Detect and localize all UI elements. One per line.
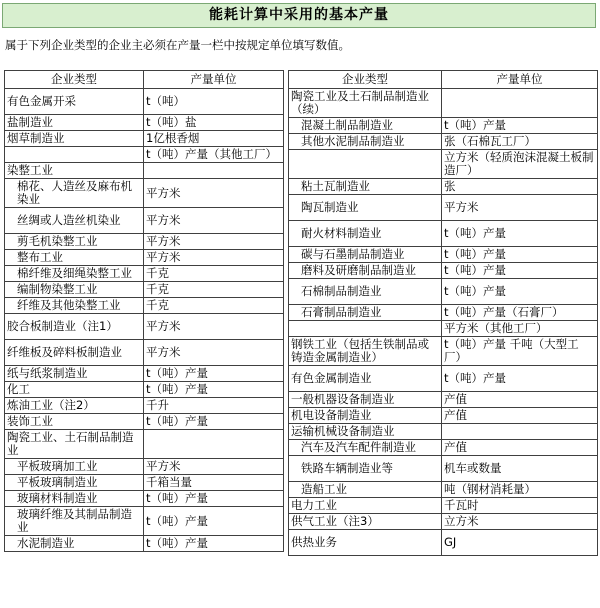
production-unit-cell: t（吨）产量 <box>144 507 284 536</box>
enterprise-type-cell: 碳与石墨制品制造业 <box>289 247 442 263</box>
enterprise-type-cell: 剪毛机染整工业 <box>5 234 144 250</box>
enterprise-type-cell: 平板玻璃加工业 <box>5 459 144 475</box>
enterprise-type-cell <box>5 147 144 163</box>
enterprise-type-cell: 铁路车辆制造业等 <box>289 456 442 482</box>
table-row <box>289 392 598 408</box>
production-unit-cell: t（吨）产量 <box>442 366 598 392</box>
table-row <box>289 134 598 150</box>
production-unit-cell: 千箱当量 <box>144 475 284 491</box>
table-row <box>289 221 598 247</box>
production-unit-cell: GJ <box>442 530 598 556</box>
table-row <box>5 89 284 115</box>
header-production-unit: 产量单位 <box>442 71 598 89</box>
enterprise-type-cell: 耐火材料制造业 <box>289 221 442 247</box>
production-unit-cell: t（吨）产量 <box>442 279 598 305</box>
production-unit-cell: t（吨）产量 <box>144 382 284 398</box>
production-unit-cell: 千克 <box>144 266 284 282</box>
production-unit-cell: 吨（钢材消耗量） <box>442 482 598 498</box>
production-unit-cell: 千克 <box>144 282 284 298</box>
enterprise-type-cell: 烟草制造业 <box>5 131 144 147</box>
production-unit-cell: t（吨）产量 <box>442 118 598 134</box>
table-row <box>5 208 284 234</box>
enterprise-type-cell: 陶瓦制造业 <box>289 195 442 221</box>
table-row <box>289 440 598 456</box>
enterprise-type-cell: 装饰工业 <box>5 414 144 430</box>
production-unit-cell: t（吨）盐 <box>144 115 284 131</box>
table-row <box>5 414 284 430</box>
production-unit-cell: 张（石棉瓦工厂） <box>442 134 598 150</box>
enterprise-type-cell: 粘土瓦制造业 <box>289 179 442 195</box>
production-unit-cell: t（吨） <box>144 89 284 115</box>
enterprise-type-cell: 供气工业（注3） <box>289 514 442 530</box>
table-header-row <box>289 71 598 89</box>
production-unit-cell <box>144 430 284 459</box>
table-row <box>5 382 284 398</box>
table-row <box>5 507 284 536</box>
production-unit-cell: 1亿根香烟 <box>144 131 284 147</box>
table-row <box>5 179 284 208</box>
enterprise-type-cell: 水泥制造业 <box>5 536 144 552</box>
enterprise-type-cell: 胶合板制造业（注1） <box>5 314 144 340</box>
production-unit-cell: t（吨）产量 <box>144 536 284 552</box>
table-row <box>5 147 284 163</box>
page-title: 能耗计算中采用的基本产量 <box>2 3 596 28</box>
production-unit-cell: t（吨）产量 <box>442 247 598 263</box>
table-row <box>5 475 284 491</box>
enterprise-type-cell: 编制物染整工业 <box>5 282 144 298</box>
table-row <box>289 498 598 514</box>
header-production-unit: 产量单位 <box>144 71 284 89</box>
enterprise-type-cell: 造船工业 <box>289 482 442 498</box>
enterprise-type-cell: 平板玻璃制造业 <box>5 475 144 491</box>
production-unit-cell <box>442 89 598 118</box>
production-unit-cell: 立方米 <box>442 514 598 530</box>
production-unit-cell: t（吨）产量（石膏厂） <box>442 305 598 321</box>
production-unit-cell: 平方米 <box>144 314 284 340</box>
production-unit-cell: 产值 <box>442 408 598 424</box>
table-row <box>289 424 598 440</box>
enterprise-type-cell: 炼油工业（注2） <box>5 398 144 414</box>
enterprise-type-cell: 化工 <box>5 382 144 398</box>
table-row <box>5 234 284 250</box>
table-header-row <box>5 71 284 89</box>
table-row <box>5 266 284 282</box>
table-row <box>5 314 284 340</box>
enterprise-type-cell: 石棉制品制造业 <box>289 279 442 305</box>
production-unit-cell: t（吨）产量 <box>442 263 598 279</box>
production-unit-cell: 机车或数量 <box>442 456 598 482</box>
production-unit-cell: t（吨）产量 <box>144 366 284 382</box>
table-row <box>289 179 598 195</box>
table-row <box>289 366 598 392</box>
enterprise-type-cell: 棉纤维及细绳染整工业 <box>5 266 144 282</box>
enterprise-type-cell: 陶瓷工业、土石制品制造业 <box>5 430 144 459</box>
production-unit-cell: 平方米 <box>144 208 284 234</box>
enterprise-type-cell: 磨料及研磨制品制造业 <box>289 263 442 279</box>
enterprise-type-cell: 有色金属开采 <box>5 89 144 115</box>
enterprise-type-cell: 陶瓷工业及土石制品制造业（续） <box>289 89 442 118</box>
table-row <box>5 282 284 298</box>
production-unit-cell: 立方米（轻质泡沫混凝土板制造厂） <box>442 150 598 179</box>
table-row <box>5 491 284 507</box>
production-unit-cell <box>442 424 598 440</box>
table-row <box>289 150 598 179</box>
table-row <box>289 408 598 424</box>
enterprise-type-cell: 有色金属制造业 <box>289 366 442 392</box>
enterprise-type-cell: 混凝土制品制造业 <box>289 118 442 134</box>
table-row <box>289 118 598 134</box>
production-unit-cell: 产值 <box>442 440 598 456</box>
production-unit-cell: t（吨）产量 <box>144 414 284 430</box>
table-row <box>5 430 284 459</box>
enterprise-type-cell: 棉花、人造丝及麻布机染业 <box>5 179 144 208</box>
table-row <box>5 131 284 147</box>
production-unit-cell: 平方米 <box>442 195 598 221</box>
table-row <box>289 305 598 321</box>
enterprise-type-cell: 电力工业 <box>289 498 442 514</box>
table-row <box>289 530 598 556</box>
enterprise-type-cell: 石膏制品制造业 <box>289 305 442 321</box>
enterprise-type-cell: 染整工业 <box>5 163 144 179</box>
enterprise-type-cell <box>289 321 442 337</box>
production-unit-cell: 平方米 <box>144 340 284 366</box>
table-row <box>289 337 598 366</box>
enterprise-type-cell: 钢铁工业（包括生铁制品或铸造金属制造业） <box>289 337 442 366</box>
table-row <box>289 279 598 305</box>
table-row <box>289 321 598 337</box>
enterprise-type-cell: 玻璃材料制造业 <box>5 491 144 507</box>
production-unit-cell: 千克 <box>144 298 284 314</box>
table-row <box>5 398 284 414</box>
table-row <box>5 366 284 382</box>
enterprise-type-cell: 纸与纸浆制造业 <box>5 366 144 382</box>
table-row <box>289 89 598 118</box>
right-table <box>288 70 598 556</box>
enterprise-type-cell: 汽车及汽车配件制造业 <box>289 440 442 456</box>
table-row <box>289 482 598 498</box>
table-row <box>5 536 284 552</box>
production-unit-cell: t（吨）产量 <box>442 221 598 247</box>
table-row <box>5 459 284 475</box>
production-unit-cell: t（吨）产量 千吨（大型工厂） <box>442 337 598 366</box>
enterprise-type-cell: 丝绸或人造丝机染业 <box>5 208 144 234</box>
table-row <box>5 250 284 266</box>
header-enterprise-type: 企业类型 <box>289 71 442 89</box>
table-row <box>5 115 284 131</box>
enterprise-type-cell: 玻璃纤维及其制品制造业 <box>5 507 144 536</box>
enterprise-type-cell: 纤维板及碎料板制造业 <box>5 340 144 366</box>
table-row <box>5 163 284 179</box>
enterprise-type-cell: 机电设备制造业 <box>289 408 442 424</box>
enterprise-type-cell: 盐制造业 <box>5 115 144 131</box>
enterprise-type-cell: 其他水泥制品制造业 <box>289 134 442 150</box>
table-row <box>289 456 598 482</box>
production-unit-cell: t（吨）产量 <box>144 491 284 507</box>
production-unit-cell: 平方米 <box>144 179 284 208</box>
production-unit-cell: 张 <box>442 179 598 195</box>
production-unit-cell: 产值 <box>442 392 598 408</box>
header-enterprise-type: 企业类型 <box>5 71 144 89</box>
table-row <box>5 340 284 366</box>
production-unit-cell: 千瓦时 <box>442 498 598 514</box>
enterprise-type-cell: 一般机器设备制造业 <box>289 392 442 408</box>
table-row <box>289 195 598 221</box>
table-row <box>289 263 598 279</box>
table-row <box>5 298 284 314</box>
table-row <box>289 247 598 263</box>
intro-text: 属于下列企业类型的企业主必须在产量一栏中按规定单位填写数值。 <box>5 38 350 52</box>
table-row <box>289 514 598 530</box>
enterprise-type-cell: 纤维及其他染整工业 <box>5 298 144 314</box>
production-unit-cell <box>144 163 284 179</box>
enterprise-type-cell: 整布工业 <box>5 250 144 266</box>
production-unit-cell: 平方米 <box>144 459 284 475</box>
production-unit-cell: t（吨）产量（其他工厂） <box>144 147 284 163</box>
enterprise-type-cell <box>289 150 442 179</box>
production-unit-cell: 千升 <box>144 398 284 414</box>
production-unit-cell: 平方米 <box>144 234 284 250</box>
production-unit-cell: 平方米 <box>144 250 284 266</box>
left-table <box>4 70 284 552</box>
enterprise-type-cell: 供热业务 <box>289 530 442 556</box>
production-unit-cell: 平方米（其他工厂） <box>442 321 598 337</box>
enterprise-type-cell: 运输机械设备制造业 <box>289 424 442 440</box>
